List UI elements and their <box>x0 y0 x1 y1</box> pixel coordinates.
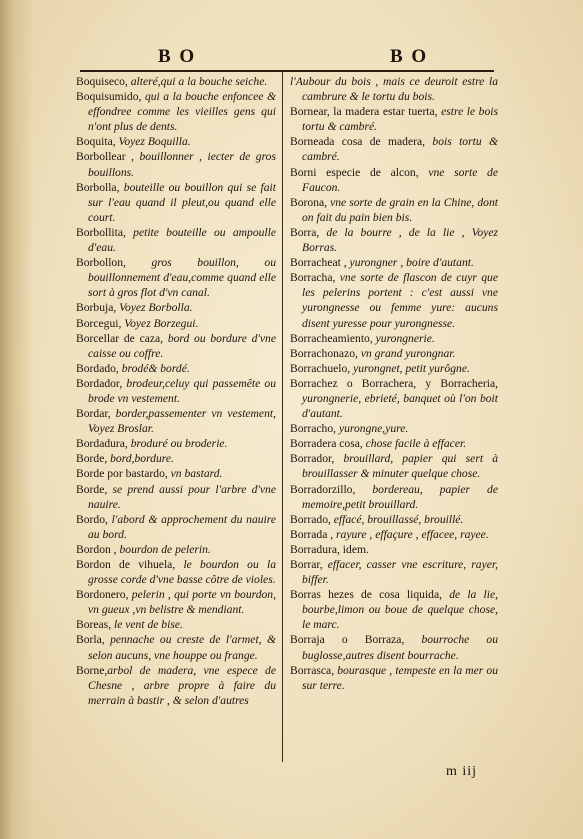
entry-headword: Borraja o Borraza, <box>290 633 405 647</box>
entry-definition: vne sorte de flascon de cuyr que les pelerins portent : c'est aussi vne yurongnesse ou femme yure: aucuns disent yuresse pour yurongnesse. <box>302 271 498 330</box>
entry-headword: Borona, <box>290 195 328 209</box>
entry-definition: bourdon de pelerin. <box>116 542 211 556</box>
dictionary-entry <box>290 270 498 330</box>
dictionary-entry <box>290 346 498 361</box>
dictionary-entry <box>290 255 498 270</box>
dictionary-entry <box>290 557 498 587</box>
dictionary-entry <box>76 542 276 557</box>
dictionary-entry <box>290 225 498 255</box>
entry-headword: Borrachuelo, <box>290 361 351 375</box>
entry-definition: brodeur,celuy qui passemête ou brode vn vestement. <box>88 376 276 405</box>
entry-headword: Borra, <box>290 225 320 239</box>
entry-headword: Borcegui, <box>76 316 122 330</box>
entry-definition: le bourdon ou la grosse corde d'vne basse côtre de violes. <box>88 558 276 587</box>
left-column <box>76 74 276 708</box>
dictionary-entry <box>290 165 498 195</box>
entry-headword: Bordon de vihuela, <box>76 558 176 571</box>
dictionary-entry <box>290 104 498 134</box>
entry-definition: arbol de madera, vne espece de Chesne , arbre propre à faire du merrain à bastir , & selon d'autres <box>88 663 276 707</box>
entry-definition: l'Aubour du bois , mais ce deuroit estre la cambrure & le tortu du bois. <box>290 75 498 104</box>
entry-headword: Borneada cosa de madera, <box>290 135 426 149</box>
entry-definition: rayure , effaçure , effacee, rayee. <box>333 527 489 541</box>
entry-headword: Borrado, <box>290 512 331 526</box>
dictionary-entry <box>290 512 498 527</box>
entry-definition: qui a la bouche enfoncee & effondree comme les vieilles gens qui n'ont plus de dents. <box>88 90 276 134</box>
dictionary-entry <box>76 225 276 255</box>
entry-definition: effacer, casser vne escriture, rayer, biffer. <box>302 558 498 587</box>
binding-shadow <box>0 0 34 839</box>
entry-headword: Borrar, <box>290 558 323 571</box>
dictionary-entry <box>290 436 498 451</box>
entry-definition: gros bouillon, ou bouillonnement d'eau,comme quand elle sort à gros flot d'vn canal. <box>88 256 276 300</box>
entry-headword: Borrachez o Borrachera, y Borracheria, <box>290 376 498 390</box>
dictionary-entry <box>290 542 498 557</box>
entry-definition: bois tortu & cambré. <box>302 135 498 164</box>
dictionary-entry <box>290 451 498 481</box>
entry-headword: Bordador, <box>76 376 123 390</box>
entry-headword: Borradera cosa, <box>290 437 363 451</box>
dictionary-entry <box>290 361 498 376</box>
dictionary-entry <box>290 74 498 104</box>
entry-headword: Borbollon, <box>76 256 126 270</box>
entry-definition: broduré ou broderie. <box>127 437 228 451</box>
entry-headword: Borbolla, <box>76 180 120 194</box>
entry-headword: Borbollita, <box>76 225 126 239</box>
entry-definition: bouillonner , iecter de gros bouillons. <box>88 150 276 179</box>
dictionary-entry <box>76 255 276 300</box>
entry-headword: Borde, <box>76 452 108 466</box>
dictionary-entry <box>76 74 276 89</box>
dictionary-entry <box>290 482 498 512</box>
dictionary-entry <box>76 89 276 134</box>
entry-headword: Bordonero, <box>76 588 129 602</box>
entry-headword: Boquisumido, <box>76 90 142 104</box>
entry-definition: bouteille ou bouillon qui se fait sur l'eau quand il pleut,ou quand elle court. <box>88 180 276 224</box>
entry-headword: Borracheat , <box>290 256 347 270</box>
dictionary-entry <box>76 436 276 451</box>
entry-definition: bourasque , tempeste en la mer ou sur terre. <box>302 663 498 692</box>
entry-headword: Borracha, <box>290 271 336 285</box>
entry-definition: vne sorte de Faucon. <box>302 165 498 194</box>
dictionary-entry <box>76 466 276 481</box>
entry-definition: yurongner , boire d'autant. <box>346 256 474 270</box>
dictionary-entry <box>290 376 498 421</box>
dictionary-entry <box>290 134 498 164</box>
entry-headword: Borradorzillo, <box>290 482 356 496</box>
running-head-left: B O <box>158 46 197 67</box>
entry-definition: alteré,qui a la bouche seiche. <box>127 75 268 88</box>
entry-definition: bordereau, papier de memoire,petit brouillard. <box>302 482 498 511</box>
entry-definition: Voyez Borbolla. <box>116 301 193 315</box>
dictionary-entry <box>76 482 276 512</box>
entry-definition: le vent de bise. <box>111 618 183 632</box>
dictionary-entry <box>290 632 498 662</box>
entry-headword: Bornear, la madera estar tuerta, <box>290 105 438 119</box>
dictionary-entry <box>76 149 276 179</box>
dictionary-entry <box>290 331 498 346</box>
entry-headword: Borras hezes de cosa liquida, <box>290 588 443 602</box>
entry-definition: vne sorte de grain en la Chine, dont on fait du pain bien bis. <box>302 195 498 224</box>
dictionary-entry <box>76 557 276 587</box>
entry-definition: l'abord & approchement du nauire au bord. <box>88 512 276 541</box>
entry-definition: Voyez Borzegui. <box>121 316 199 330</box>
dictionary-entry <box>76 376 276 406</box>
entry-headword: Borni especie de alcon, <box>290 165 419 179</box>
entry-definition: effacé, brouillassé, brouillé. <box>330 512 464 526</box>
entry-headword: Borracho, <box>290 422 337 436</box>
entry-headword: Bordon , <box>76 542 117 556</box>
entry-definition: bourroche ou buglosse,autres disent bourrache. <box>302 633 498 662</box>
entry-definition: se prend aussi pour l'arbre d'vne nauire. <box>88 482 276 511</box>
entry-definition: petite bouteille ou ampoulle d'eau. <box>88 225 276 255</box>
entry-definition: brouillard, papier qui sert à brouillasser & minuter quelque chose. <box>302 452 498 481</box>
dictionary-entry <box>290 421 498 436</box>
entry-definition: vn grand yurongnar. <box>357 346 456 360</box>
dictionary-entry <box>290 195 498 225</box>
dictionary-entry <box>76 632 276 662</box>
dictionary-entry <box>290 527 498 542</box>
signature-mark: m iij <box>446 764 478 779</box>
entry-headword: Borbollear , <box>76 150 134 164</box>
entry-definition: border,passementer vn vestement, Voyez Broslar. <box>88 407 276 436</box>
entry-definition: yurongne,yure. <box>336 422 409 436</box>
dictionary-entry <box>76 663 276 708</box>
entry-headword: Borrachonazo, <box>290 346 358 360</box>
entry-definition: estre le bois tortu & cambré. <box>302 105 498 134</box>
entry-headword: Boquiseco, <box>76 75 128 88</box>
entry-definition: de la bourre , de la lie , Voyez Borras. <box>302 225 498 255</box>
entry-definition: yurongnerie, ebrieté, banquet où l'on boit d'autant. <box>302 391 498 421</box>
entry-headword: Borracheamiento, <box>290 331 373 345</box>
dictionary-entry <box>290 663 498 693</box>
entry-headword: Borde por bastardo, <box>76 467 168 481</box>
entry-headword: Borbuja, <box>76 301 117 315</box>
entry-headword: Borradura, idem. <box>290 542 369 556</box>
dictionary-entry <box>76 617 276 632</box>
entry-definition: bord ou bordure d'vne caisse ou coffre. <box>88 331 276 360</box>
entry-definition: chose facile à effacer. <box>362 437 467 451</box>
entry-headword: Boreas, <box>76 618 112 632</box>
entry-headword: Bordadura, <box>76 437 128 451</box>
dictionary-entry <box>290 587 498 632</box>
entry-headword: Borcellar de caza, <box>76 331 164 345</box>
dictionary-entry <box>76 180 276 225</box>
dictionary-entry <box>76 406 276 436</box>
entry-definition: vn bastard. <box>167 467 223 481</box>
entry-definition: Voyez Boquilla. <box>115 135 191 149</box>
dictionary-entry <box>76 300 276 315</box>
entry-definition: de la lie, bourbe,limon ou boue de quelque chose, le marc. <box>302 588 498 632</box>
entry-headword: Borrador, <box>290 452 335 466</box>
dictionary-entry <box>76 451 276 466</box>
entry-definition: yurongnet, petit yurôgne. <box>350 361 470 375</box>
entry-headword: Borde, <box>76 482 108 496</box>
entry-definition: bord,bordure. <box>107 452 174 466</box>
dictionary-entry <box>76 587 276 617</box>
entry-definition: brodé& bordé. <box>118 361 190 375</box>
entry-headword: Bordado, <box>76 361 119 375</box>
entry-headword: Borrada , <box>290 527 334 541</box>
right-column <box>290 74 498 693</box>
entry-definition: yurongnerie. <box>372 331 435 345</box>
entry-headword: Bordo, <box>76 512 108 526</box>
entry-headword: Borne, <box>76 663 108 677</box>
dictionary-entry <box>76 331 276 361</box>
entry-headword: Borla, <box>76 633 105 647</box>
entry-headword: Bordar, <box>76 407 111 421</box>
running-head-right: B O <box>390 46 429 67</box>
dictionary-entry <box>76 316 276 331</box>
column-divider <box>282 72 283 762</box>
entry-definition: pelerin , qui porte vn bourdon, vn gueux ,vn belistre & mendiant. <box>88 588 276 617</box>
dictionary-entry <box>76 134 276 149</box>
dictionary-entry <box>76 361 276 376</box>
entry-headword: Borrasca, <box>290 663 335 677</box>
entry-definition: pennache ou creste de l'armet, & selon aucuns, vne houppe ou frange. <box>88 633 276 662</box>
dictionary-entry <box>76 512 276 542</box>
header-rule <box>80 70 494 72</box>
entry-headword: Boquita, <box>76 135 116 149</box>
